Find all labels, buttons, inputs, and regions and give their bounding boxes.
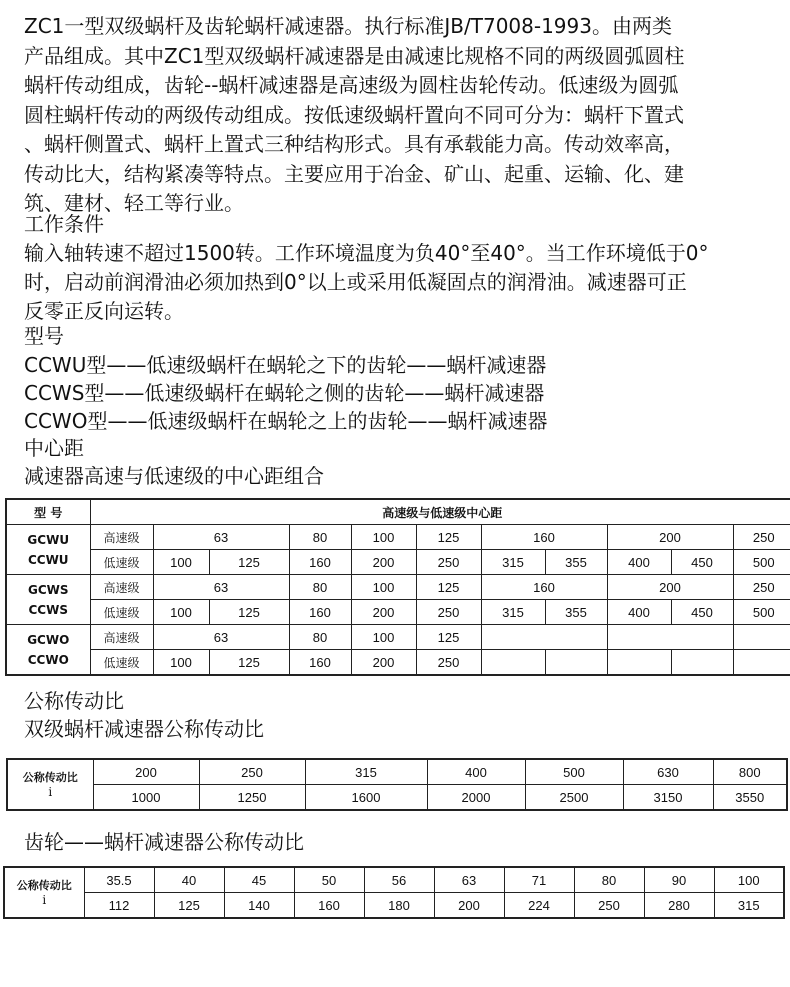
table-cell: 45 [224, 867, 294, 893]
table-cell: 80 [289, 525, 351, 550]
table-cell: 250 [574, 893, 644, 919]
table-cell: 200 [351, 600, 416, 625]
table-header-row [6, 499, 790, 525]
table-cell: 250 [416, 600, 481, 625]
table-cell: 100 [351, 625, 416, 650]
double-ratio-table [6, 758, 788, 811]
model-cell: GCWU CCWU [6, 525, 90, 575]
table-cell: 100 [351, 575, 416, 600]
model-cell: GCWS CCWS [6, 575, 90, 625]
table-cell: 200 [351, 550, 416, 575]
double-ratio-heading: 双级蜗杆减速器公称传动比 [24, 717, 264, 741]
table-cell: 112 [84, 893, 154, 919]
table-cell: 250 [733, 525, 790, 550]
table-cell [545, 650, 607, 676]
intro-line: ZC1一型双级蜗杆及齿轮蜗杆减速器。执行标准JB/T7008-1993。由两类 [24, 14, 672, 38]
low-label: 低速级 [90, 600, 153, 625]
table-row [6, 650, 790, 676]
ratio-row-label: 公称传动比 i [7, 759, 93, 810]
table-cell: 450 [671, 600, 733, 625]
table-row [6, 575, 790, 600]
table-cell: 3150 [623, 785, 713, 811]
model-line: CCWO型——低速级蜗杆在蜗轮之上的齿轮——蜗杆减速器 [24, 409, 548, 433]
table-row [6, 625, 790, 650]
high-label: 高速级 [90, 525, 153, 550]
table-cell: 100 [351, 525, 416, 550]
table-cell: 450 [671, 550, 733, 575]
table-cell: 2000 [427, 785, 525, 811]
table-row [7, 759, 787, 785]
table-cell: 200 [351, 650, 416, 676]
table-cell: 160 [289, 550, 351, 575]
conditions-line: 输入轴转速不超过1500转。工作环境温度为负40°至40°。当工作环境低于0° [24, 241, 709, 265]
table-cell [671, 650, 733, 676]
intro-line: 圆柱蜗杆传动的两级传动组成。按低速级蜗杆置向不同可分为：蜗杆下置式 [24, 102, 684, 127]
table-cell: 50 [294, 867, 364, 893]
table-cell: 1250 [199, 785, 305, 811]
table-cell: 500 [525, 759, 623, 785]
model-line: CCWU型——低速级蜗杆在蜗轮之下的齿轮——蜗杆减速器 [24, 353, 547, 377]
table-cell [481, 650, 545, 676]
table-cell: 160 [294, 893, 364, 919]
center-distance-table [5, 498, 790, 676]
model-line: CCWS型——低速级蜗杆在蜗轮之侧的齿轮——蜗杆减速器 [24, 381, 545, 405]
table-cell: 100 [153, 650, 209, 676]
table-cell: 125 [209, 650, 289, 676]
table-cell: 630 [623, 759, 713, 785]
header-center-distance: 高速级与低速级中心距 [90, 499, 790, 525]
table-row [6, 550, 790, 575]
table-cell: 160 [481, 575, 607, 600]
table-cell: 100 [714, 867, 784, 893]
gear-ratio-heading: 齿轮——蜗杆减速器公称传动比 [24, 830, 304, 854]
table-cell: 315 [714, 893, 784, 919]
table-cell: 140 [224, 893, 294, 919]
model-cell: GCWO CCWO [6, 625, 90, 676]
table-cell: 35.5 [84, 867, 154, 893]
table-cell: 63 [153, 575, 289, 600]
table-cell [607, 650, 671, 676]
table-row [7, 785, 787, 811]
intro-line: 产品组成。其中ZC1型双级蜗杆减速器是由减速比规格不同的两级圆弧圆柱 [24, 43, 685, 68]
table-cell: 355 [545, 550, 607, 575]
table-cell: 160 [289, 650, 351, 676]
intro-paragraph [24, 12, 684, 219]
table-cell: 315 [305, 759, 427, 785]
table-cell: 125 [154, 893, 224, 919]
high-label: 高速级 [90, 625, 153, 650]
conditions-line: 反零正反向运转。 [24, 299, 184, 323]
center-heading: 中心距 [24, 436, 84, 460]
conditions-line: 时，启动前润滑油必须加热到0°以上或采用低凝固点的润滑油。减速器可正 [24, 270, 687, 294]
table-cell: 400 [427, 759, 525, 785]
table-cell: 500 [733, 600, 790, 625]
table-cell: 250 [199, 759, 305, 785]
table-cell: 71 [504, 867, 574, 893]
table-cell: 160 [289, 600, 351, 625]
table-cell [733, 625, 790, 650]
table-cell: 80 [289, 575, 351, 600]
table-cell: 63 [153, 525, 289, 550]
table-row [4, 867, 784, 893]
models-heading: 型号 [24, 324, 64, 348]
table-cell: 355 [545, 600, 607, 625]
table-cell: 400 [607, 600, 671, 625]
intro-line: 、蜗杆侧置式、蜗杆上置式三种结构形式。具有承载能力高。传动效率高， [24, 132, 684, 156]
table-cell: 315 [481, 600, 545, 625]
table-cell: 125 [209, 600, 289, 625]
table-cell: 250 [733, 575, 790, 600]
header-model: 型 号 [6, 499, 90, 525]
table-row [6, 525, 790, 550]
table-cell: 160 [481, 525, 607, 550]
table-cell: 56 [364, 867, 434, 893]
table-row [4, 893, 784, 919]
table-cell: 1000 [93, 785, 199, 811]
table-cell: 100 [153, 550, 209, 575]
ratio-row-label: 公称传动比 i [4, 867, 84, 918]
table-row [6, 600, 790, 625]
table-cell: 2500 [525, 785, 623, 811]
table-cell: 315 [481, 550, 545, 575]
table-cell: 280 [644, 893, 714, 919]
table-cell: 90 [644, 867, 714, 893]
ratio-heading: 公称传动比 [24, 689, 124, 713]
table-cell [733, 650, 790, 676]
low-label: 低速级 [90, 650, 153, 676]
table-cell: 63 [434, 867, 504, 893]
low-label: 低速级 [90, 550, 153, 575]
table-cell: 250 [416, 550, 481, 575]
gear-ratio-table [3, 866, 785, 919]
table-cell: 100 [153, 600, 209, 625]
table-cell: 500 [733, 550, 790, 575]
table-cell: 125 [416, 525, 481, 550]
table-cell: 200 [607, 575, 733, 600]
conditions-heading: 工作条件 [24, 212, 104, 236]
table-cell: 200 [434, 893, 504, 919]
center-subheading: 减速器高速与低速级的中心距组合 [24, 464, 324, 488]
table-cell: 400 [607, 550, 671, 575]
table-cell: 125 [416, 575, 481, 600]
table-cell: 40 [154, 867, 224, 893]
intro-line: 蜗杆传动组成，齿轮--蜗杆减速器是高速级为圆柱齿轮传动。低速级为圆弧 [24, 73, 679, 97]
table-cell: 3550 [713, 785, 787, 811]
table-cell: 250 [416, 650, 481, 676]
table-cell [607, 625, 733, 650]
table-cell: 800 [713, 759, 787, 785]
table-cell: 200 [93, 759, 199, 785]
intro-line: 筑、建材、轻工等行业。 [24, 191, 244, 215]
intro-line: 传动比大，结构紧凑等特点。主要应用于冶金、矿山、起重、运输、化、建 [24, 161, 684, 186]
table-cell [481, 625, 607, 650]
high-label: 高速级 [90, 575, 153, 600]
table-cell: 1600 [305, 785, 427, 811]
table-cell: 224 [504, 893, 574, 919]
table-cell: 80 [289, 625, 351, 650]
table-cell: 180 [364, 893, 434, 919]
table-cell: 80 [574, 867, 644, 893]
table-cell: 200 [607, 525, 733, 550]
table-cell: 63 [153, 625, 289, 650]
table-cell: 125 [209, 550, 289, 575]
table-cell: 125 [416, 625, 481, 650]
